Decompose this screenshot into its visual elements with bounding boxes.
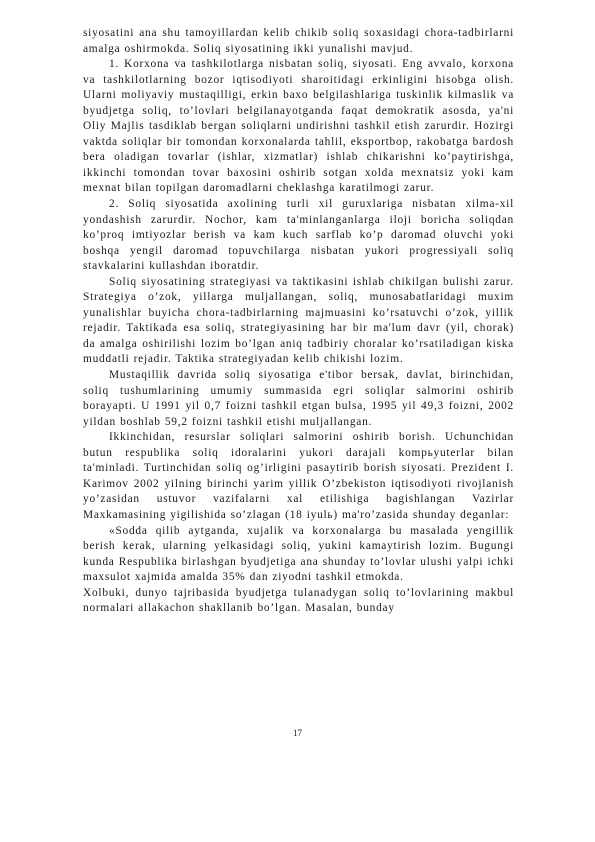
paragraph-strategy-tactics: Soliq siyosatining strategiyasi va taktikasini ishlab chikilgan bulishi zarur. Strategiya o’zok, yillarga muljallangan, soliq, munosabatlaridagi muxim yunalishlar buyicha chora-tadbirlarning majmuasini ko’rsatuvchi o’zok, yillik rejadir. Taktikada esa soliq, strategiyasining har bir ma'lum davr (yil, chorak) da amalga oshirilishi lozim bo’lgan aniq tadbiriy choralar ko’rsatiladigan kiska muddatli rejadir. Taktika strategiyadan kelib chikishi lozim. [83,275,514,366]
paragraph-intro: siyosatini ana shu tamoyillardan kelib chikib soliq soxasidagi chora-tadbirlarni amalga oshirmokda. Soliq siyosatining ikki yunalishi mavjud. [83,27,514,55]
paragraph-enterprise-tax-policy: 1. Korxona va tashkilotlarga nisbatan soliq, siyosati. Eng avvalo, korxona va tashkilotlarning bozor iqtisodiyoti sharoitidagi erkinligini hisobga olish. Ularni moliyaviy mustaqilligi, erkin baxo belgilashlariga tuskinlik kilmaslik va byudjetga soliq, to’lovlari belgilanayotganda faqat demokratik asosda, ya'ni Oliy Majlis tasdiklab bergan soliqlarni undirishni tashkil etish zarurdir. Hozirgi vaktda soliqlar bir tomondan korxonalarda tahlil, eksportbop, rakobatga bardosh bera oladigan tovarlar (ishlar, xizmatlar) ishlab chikarishni ko’paytirishga, ikkinchi tomondan tovar baxosini oshirib sotgan xolda mexnatsiz yoki kam mexnat bilan topilgan daromadlarni cheklashga karatilmogi zarur. [83,58,514,195]
paragraph-world-experience: Xolbuki, dunyo tajribasida byudjetga tulanadygan soliq to’lovlarining makbul normalari allakachon shakllanib bo’lgan. Masalan, bunday [83,586,514,615]
paragraph-resource-taxes: Ikkinchidan, resurslar soliqlari salmorini oshirib borish. Uchunchidan butun respublika soliq idoralarini yukori darajali kompьyuterlar bilan ta'minladi. Turtinchidan soliq og’irligini pasaytirib borish siyosati. Prezident I. Karimov 2002 yilning birinchi yarim yillik O’zbekiston iqtisodiyoti rivojlanish yo’zasidan ustuvor vazifalarni xal etilishiga bagishlangan Vazirlar Maxkamasining yigilishida so’zlagan (18 iyulь) ma'ro’zasida shunday deganlar: [83,431,514,521]
paragraph-population-tax-policy: 2. Soliq siyosatida axolining turli xil guruxlariga nisbatan xilma-xil yondashish zarurdir. Nochor, kam ta'minlanganlarga iloji boricha soliqdan ko’proq imtiyozlar berish va kam kuch sarflab ko’p daromad oluvchi yoki boshqa yengil daromad topuvchilarga nisbatan yukori progressiyali soliq stavkalarini kullashdan iboratdir. [83,198,514,273]
paragraph-indirect-taxes: Mustaqillik davrida soliq siyosatiga e'tibor bersak, davlat, birinchidan, soliq tushumlarining umumiy summasida egri soliqlar salmorini oshirib borayapti. U 1991 yil 0,7 foizni tashkil etgan bulsa, 1995 yil 49,3 foizni, 2002 yildan boshlab 59,2 foizni tashkil etishi muljallangan. [83,369,514,428]
page-number: 17 [293,728,302,738]
document-body [83,26,514,617]
paragraph-quote: «Sodda qilib aytganda, xujalik va korxonalarga bu masalada yengillik berish kerak, ularning yelkasidagi soliq, yukini kamaytirish lozim. Bugungi kunda Respublika birlashgan byudjetiga ana shunday to’lovlar ulushi yalpi ichki maxsulot xajmida amalda 35% dan ziyodni tashkil etmokda. [83,524,514,584]
